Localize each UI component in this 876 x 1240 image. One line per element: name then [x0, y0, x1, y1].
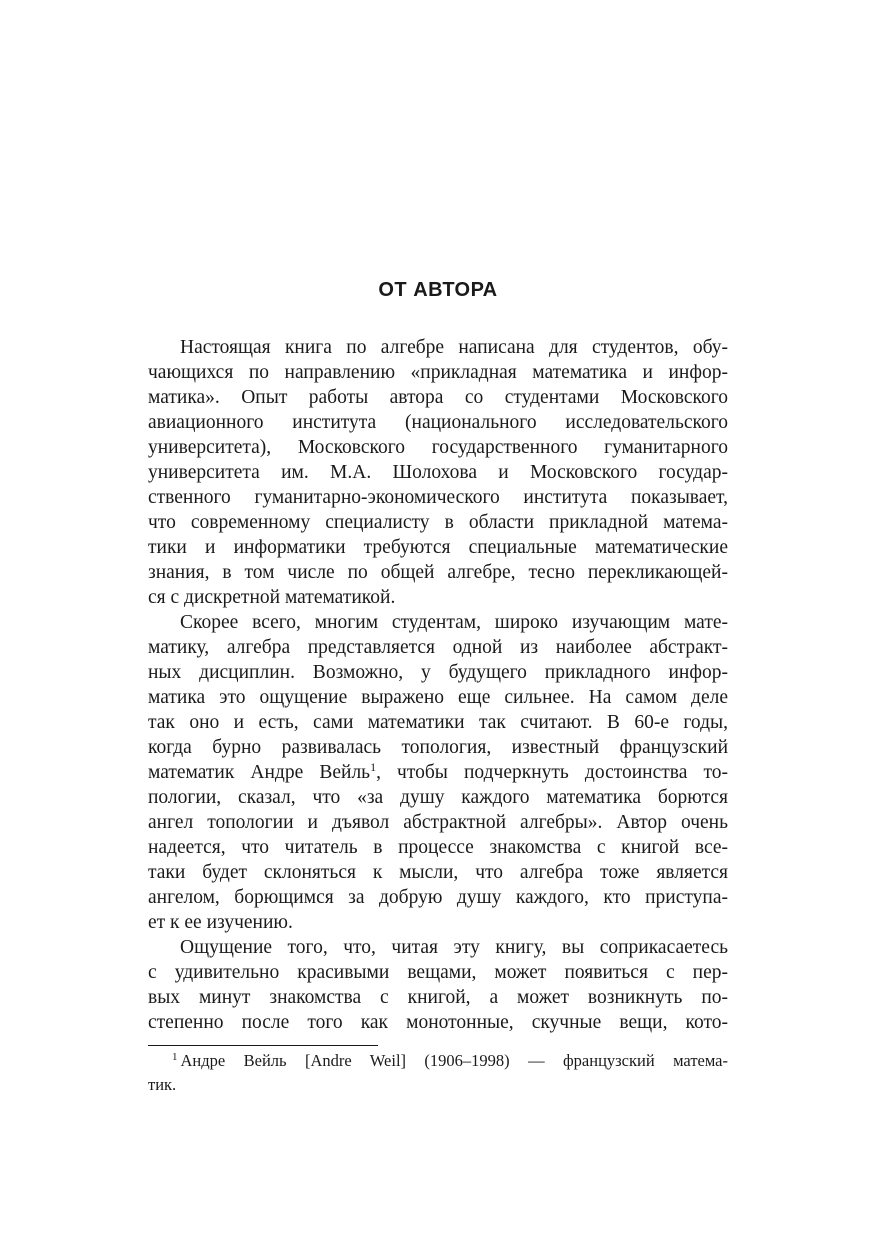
text-line: ангелом, борющимся за добрую душу каждого, кто приступа-: [148, 887, 728, 908]
text-line: ангел топологии и дъявол абстрактной алгебры». Автор очень: [148, 812, 728, 833]
text-line: степенно после того как монотонные, скучные вещи, кото-: [148, 1012, 728, 1033]
text-line: Ощущение того, что, читая эту книгу, вы соприкасаетесь: [180, 937, 728, 958]
text-line: знания, в том числе по общей алгебре, тесно перекликающей-: [148, 562, 728, 583]
footnote-line: тик.: [148, 1075, 177, 1094]
text-line: матика это ощущение выражено еще сильнее. На самом деле: [148, 687, 728, 708]
text-line: Скорее всего, многим студентам, широко изучающим мате-: [180, 612, 728, 633]
text-line: ственного гуманитарно-экономического института показывает,: [148, 487, 728, 508]
text-line: университета им. М.А. Шолохова и Московского государ-: [148, 462, 728, 483]
text-line-with-footnote: [148, 760, 728, 785]
text-line: ет к ее изучению.: [148, 912, 293, 933]
text-line: университета), Московского государственного гуманитарного: [148, 437, 728, 458]
page-title: ОТ АВТОРА: [378, 279, 498, 301]
text-line: тики и информатики требуются специальные математические: [148, 537, 728, 558]
text-line: ных дисциплин. Возможно, у будущего прикладного инфор-: [148, 662, 728, 683]
text-line: вых минут знакомства с книгой, а может возникнуть по-: [148, 987, 728, 1008]
text-line: чающихся по направлению «прикладная математика и инфор-: [148, 362, 728, 383]
paragraph-1: [148, 335, 728, 610]
text-line: Настоящая книга по алгебре написана для студентов, обу-: [180, 337, 728, 358]
text-line: надеется, что читатель в процессе знакомства с книгой все-: [148, 837, 728, 858]
text-line: авиационного института (национального исследовательского: [148, 412, 728, 433]
text-line: когда бурно развивалась топология, известный французский: [148, 737, 728, 758]
footnote-mark: 1: [172, 1051, 178, 1063]
body-text: [148, 335, 728, 1035]
text-line: пологии, сказал, что «за душу каждого математика борются: [148, 787, 728, 808]
text-line: матика». Опыт работы автора со студентами Московского: [148, 387, 728, 408]
paragraph-3: [148, 935, 728, 1035]
text-line: матику, алгебра представляется одной из наиболее абстракт-: [148, 637, 728, 658]
text-fragment: , чтобы подчеркнуть достоинства то-: [376, 762, 728, 783]
footnote-text: Андре Вейль [Andre Weil] (1906–1998) — французский матема-: [180, 1051, 728, 1070]
text-line: ся с дискретной математикой.: [148, 587, 396, 608]
footnote-reference: 1: [370, 760, 377, 774]
text-line: так оно и есть, сами математики так считают. В 60-е годы,: [148, 712, 728, 733]
footnote: [148, 1049, 728, 1097]
text-line: с удивительно красивыми вещами, может появиться с пер-: [148, 962, 728, 983]
footnote-line: [148, 1049, 728, 1073]
text-fragment: математик Андре Вейль: [148, 762, 371, 783]
text-line: что современному специалисту в области прикладной матема-: [148, 512, 728, 533]
footnote-divider: [148, 1045, 378, 1046]
paragraph-2: [148, 610, 728, 935]
text-line: таки будет склоняться к мысли, что алгебра тоже является: [148, 862, 728, 883]
